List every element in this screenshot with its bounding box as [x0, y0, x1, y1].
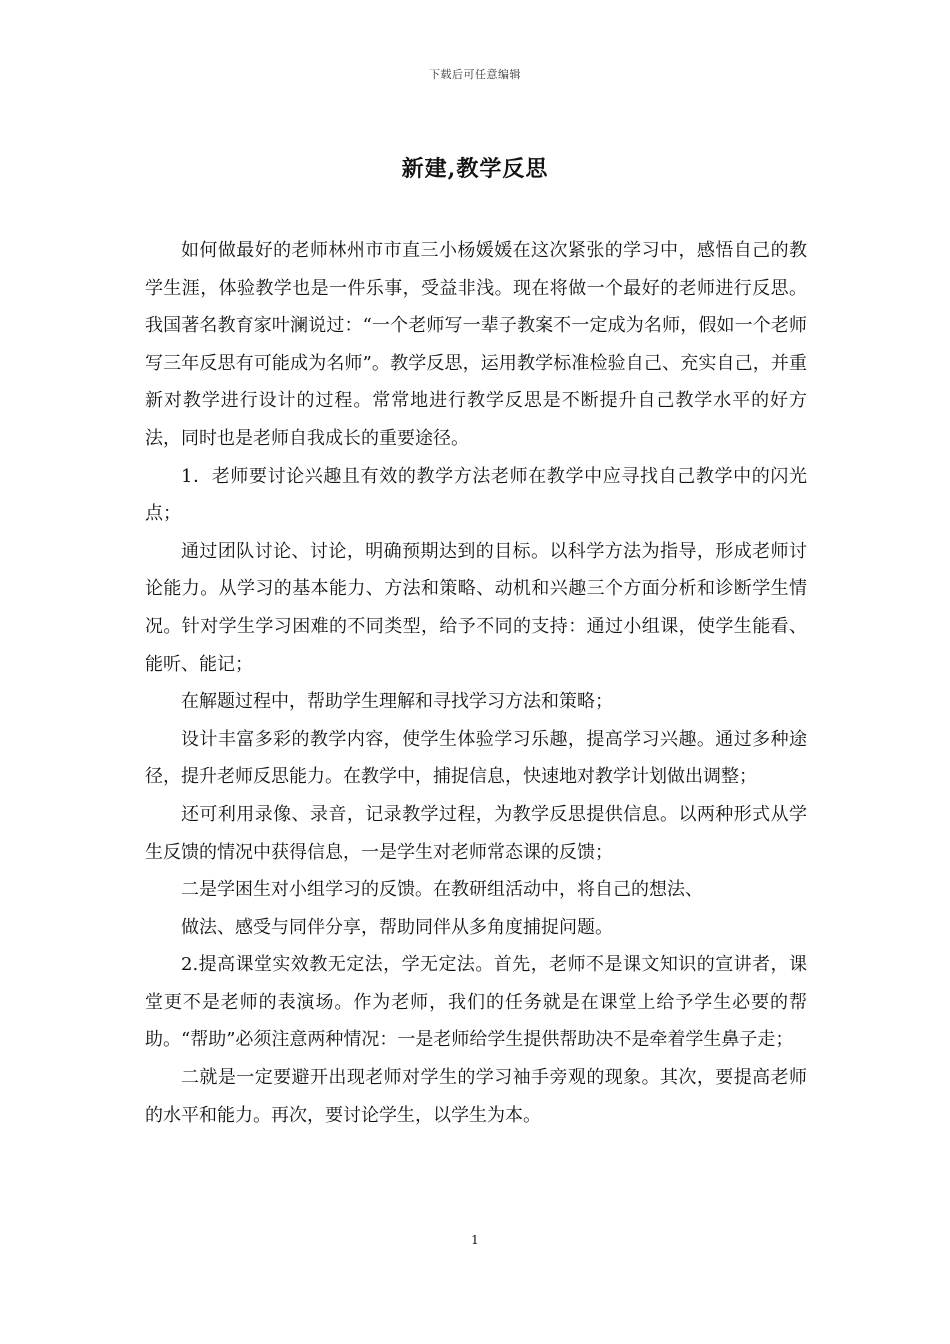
paragraph: 通过团队讨论、讨论，明确预期达到的目标。以科学方法为指导，形成老师讨论能力。从学习的基本能力、方法和策略、动机和兴趣三个方面分析和诊断学生情况。针对学生学习困难的不同类型，给予不同的支持：通过小组课，使学生能看、能听、能记； [145, 540, 807, 675]
paragraph: 设计丰富多彩的教学内容，使学生体验学习乐趣，提高学习兴趣。通过多种途径，提升老师反思能力。在教学中，捕捉信息，快速地对教学计划做出调整； [145, 728, 807, 788]
paragraph: 二就是一定要避开出现老师对学生的学习袖手旁观的现象。其次，要提高老师的水平和能力。再次，要讨论学生，以学生为本。 [145, 1067, 807, 1126]
paragraph: 做法、感受与同伴分享，帮助同伴从多角度捕捉问题。 [181, 916, 613, 938]
page-number: 1 [471, 1233, 479, 1247]
paragraph: 1．老师要讨论兴趣且有效的教学方法老师在教学中应寻找自己教学中的闪光点； [145, 465, 807, 525]
document-title: 新建,教学反思 [401, 156, 549, 182]
paragraph: 二是学困生对小组学习的反馈。在教研组活动中，将自己的想法、 [181, 879, 703, 901]
paragraph: 2.提高课堂实效教无定法，学无定法。首先，老师不是课文知识的宣讲者，课堂更不是老师的表演场。作为老师，我们的任务就是在课堂上给予学生必要的帮助。“帮助”必须注意两种情况：一是老师给学生提供帮助决不是牵着学生鼻子走； [145, 954, 807, 1051]
paragraph: 还可利用录像、录音，记录教学过程，为教学反思提供信息。以两种形式从学生反馈的情况中获得信息，一是学生对老师常态课的反馈； [145, 803, 807, 863]
paragraph: 在解题过程中，帮助学生理解和寻找学习方法和策略； [181, 691, 613, 713]
document-body [145, 232, 807, 1134]
paragraph: 如何做最好的老师林州市市直三小杨媛媛在这次紧张的学习中，感悟自己的教学生涯，体验教学也是一件乐事，受益非浅。现在将做一个最好的老师进行反思。我国著名教育家叶澜说过：“一个老师写一辈子教案不一定成为名师，假如一个老师写三年反思有可能成为名师”。教学反思，运用教学标准检验自己、充实自己，并重新对教学进行设计的过程。常常地进行教学反思是不断提升自己教学水平的好方法，同时也是老师自我成长的重要途径。 [145, 240, 807, 449]
page-header: 下载后可任意编辑 [429, 68, 521, 81]
